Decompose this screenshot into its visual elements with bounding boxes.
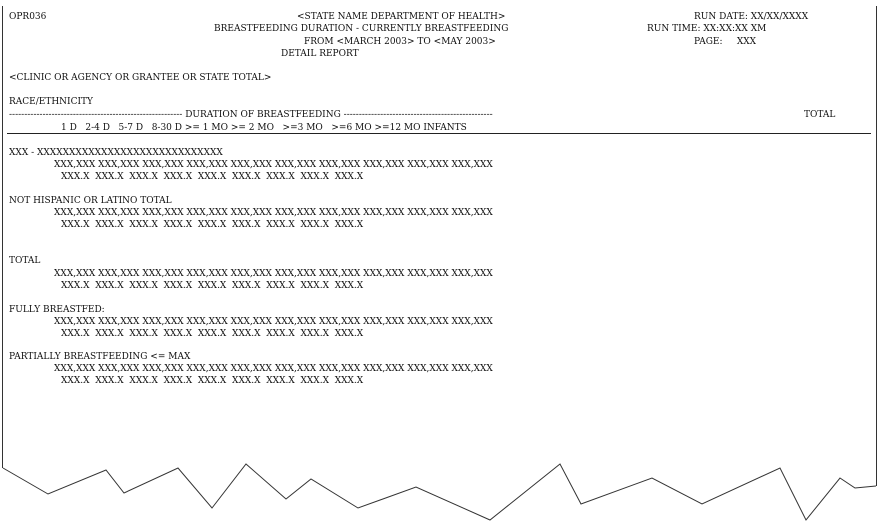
scope-label: <CLINIC OR AGENCY OR GRANTEE OR STATE TOTAL> [9,73,272,83]
section-counts-row: XXX,XXX XXX,XXX XXX,XXX XXX,XXX XXX,XXX XXX,XXX XXX,XXX XXX,XXX XXX,XXX XXX,XXX [54,364,493,374]
section-counts-row: XXX,XXX XXX,XXX XXX,XXX XXX,XXX XXX,XXX XXX,XXX XXX,XXX XXX,XXX XXX,XXX XXX,XXX [54,317,493,327]
total-column-label: TOTAL [804,110,836,120]
report-title: BREASTFEEDING DURATION - CURRENTLY BREASTFEEDING [214,24,509,34]
page-right-edge [876,6,877,486]
duration-span-line: --------------------------------------------------------- DURATION OF BREASTFEEDING ------------------------------------------------- [9,110,493,120]
section-label: TOTAL [9,256,41,266]
section-percents-row: XXX.X XXX.X XXX.X XXX.X XXX.X XXX.X XXX.X XXX.X XXX.X [61,281,364,291]
section-label: NOT HISPANIC OR LATINO TOTAL [9,196,172,206]
report-id: OPR036 [9,12,47,22]
torn-edge-graphic [0,450,881,524]
section-counts-row: XXX,XXX XXX,XXX XXX,XXX XXX,XXX XXX,XXX XXX,XXX XXX,XXX XXX,XXX XXX,XXX XXX,XXX [54,269,493,279]
run-time: RUN TIME: XX:XX:XX XM [647,24,767,34]
column-headers: 1 D 2-4 D 5-7 D 8-30 D >= 1 MO >= 2 MO >=3 MO >=6 MO >=12 MO INFANTS [61,123,467,133]
report-type: DETAIL REPORT [281,49,359,59]
section-label: XXX - XXXXXXXXXXXXXXXXXXXXXXXXXXXXX [9,148,223,158]
section-percents-row: XXX.X XXX.X XXX.X XXX.X XXX.X XXX.X XXX.X XXX.X XXX.X [61,172,364,182]
section-counts-row: XXX,XXX XXX,XXX XXX,XXX XXX,XXX XXX,XXX XXX,XXX XXX,XXX XXX,XXX XXX,XXX XXX,XXX [54,160,493,170]
page-number: PAGE: XXX [694,37,757,47]
section-counts-row: XXX,XXX XXX,XXX XXX,XXX XXX,XXX XXX,XXX XXX,XXX XXX,XXX XXX,XXX XXX,XXX XXX,XXX [54,208,493,218]
section-percents-row: XXX.X XXX.X XXX.X XXX.X XXX.X XXX.X XXX.X XXX.X XXX.X [61,220,364,230]
group-label: RACE/ETHNICITY [9,97,94,107]
page-left-edge [2,6,3,468]
section-percents-row: XXX.X XXX.X XXX.X XXX.X XXX.X XXX.X XXX.X XXX.X XXX.X [61,329,364,339]
run-date: RUN DATE: XX/XX/XXXX [694,12,809,22]
section-percents-row: XXX.X XXX.X XXX.X XXX.X XXX.X XXX.X XXX.X XXX.X XXX.X [61,376,364,386]
agency-name: <STATE NAME DEPARTMENT OF HEALTH> [297,12,506,22]
header-rule [7,133,871,134]
date-range: FROM <MARCH 2003> TO <MAY 2003> [304,37,496,47]
section-label: PARTIALLY BREASTFEEDING <= MAX [9,352,191,362]
section-label: FULLY BREASTFED: [9,305,105,315]
